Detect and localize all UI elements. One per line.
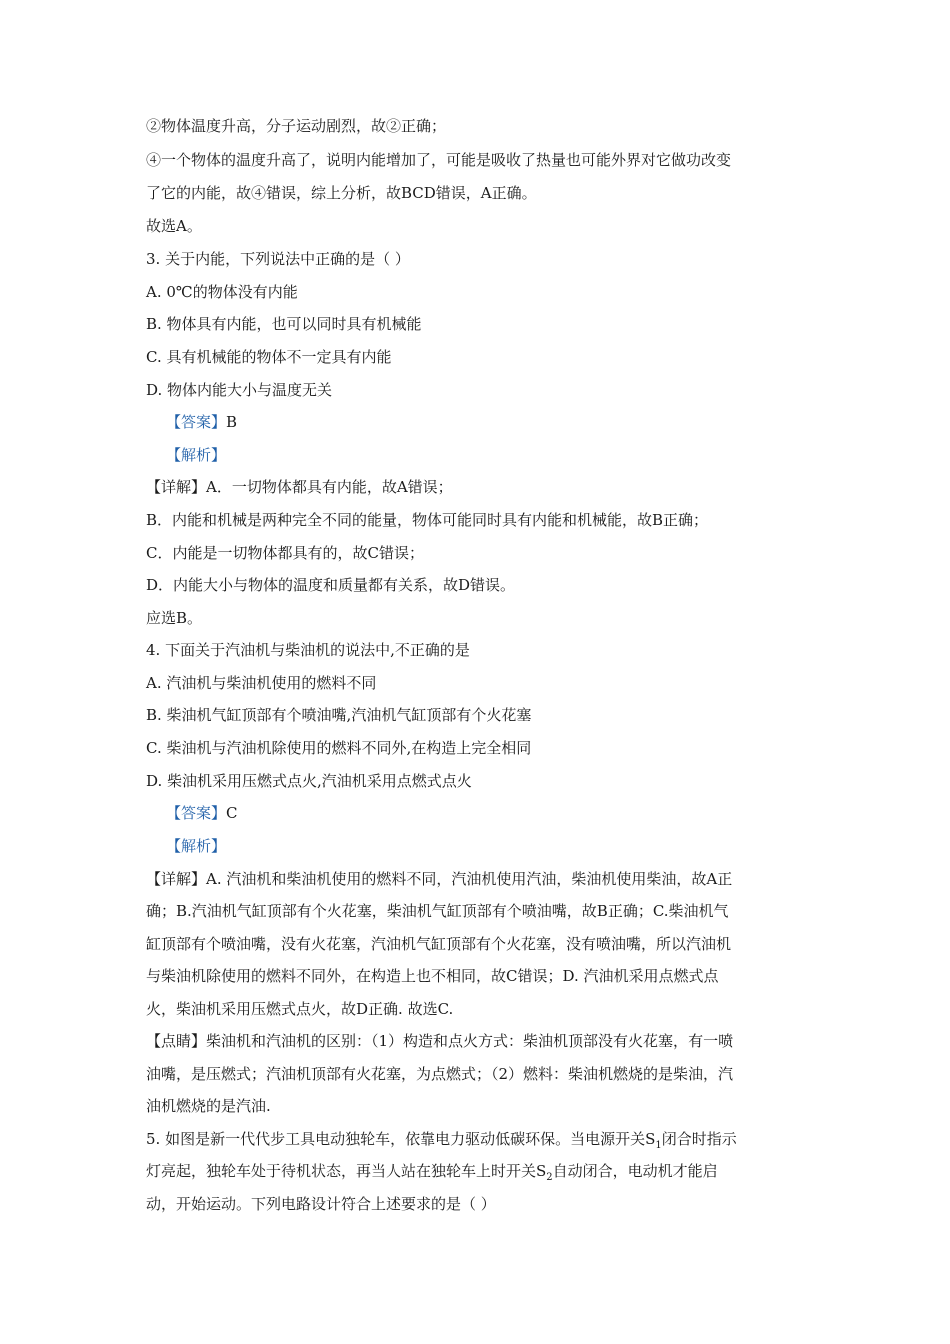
detail-text: A．一切物体都具有内能，故A错误； xyxy=(206,478,453,496)
text-line xyxy=(146,1161,816,1181)
option-a: A. 汽油机与柴油机使用的燃料不同 xyxy=(146,674,377,692)
answer-tag: 【答案】 xyxy=(166,413,227,431)
detail-line xyxy=(146,869,816,889)
text-line: C．内能是一切物体都具有的，故C错误； xyxy=(146,544,424,562)
text-line: 油嘴，是压燃式；汽油机顶部有火花塞，为点燃式；（2）燃料：柴油机燃烧的是柴油，汽 xyxy=(146,1065,734,1083)
answer-value: B xyxy=(226,413,238,431)
text-line: ②物体温度升高，分子运动剧烈，故②正确； xyxy=(146,117,447,135)
q5-text: 自动闭合，电动机才能启 xyxy=(552,1162,718,1180)
comment-text: 柴油机和汽油机的区别：（1）构造和点火方式：柴油机顶部没有火花塞，有一喷 xyxy=(206,1032,734,1050)
text-line: 应选B。 xyxy=(146,609,203,627)
comment-line xyxy=(146,1031,816,1051)
analysis-line xyxy=(166,836,836,856)
text-line: 与柴油机除使用的燃料不同外，在构造上也不相同，故C错误；D. 汽油机采用点燃式点 xyxy=(146,967,719,985)
answer-line xyxy=(166,412,836,432)
analysis-line xyxy=(166,445,836,465)
subscript: 2 xyxy=(546,1172,553,1183)
question-4-stem: 4. 下面关于汽油机与柴油机的说法中,不正确的是 xyxy=(146,641,470,659)
text-line: 动，开始运动。下列电路设计符合上述要求的是（ ） xyxy=(146,1195,496,1213)
text-line: 确；B.汽油机气缸顶部有个火花塞，柴油机气缸顶部有个喷油嘴，故B正确；C.柴油机气 xyxy=(146,902,729,920)
analysis-tag: 【解析】 xyxy=(166,837,227,855)
q5-text: 闭合时指示 xyxy=(661,1130,737,1148)
comment-tag: 【点睛】 xyxy=(146,1032,207,1050)
answer-line xyxy=(166,803,836,823)
text-line: 缸顶部有个喷油嘴，没有火花塞，汽油机气缸顶部有个火花塞，没有喷油嘴，所以汽油机 xyxy=(146,935,732,953)
q5-text: 5. 如图是新一代代步工具电动独轮车，依靠电力驱动低碳环保。当电源开关S xyxy=(146,1130,656,1148)
option-d: D. 柴油机采用压燃式点火,汽油机采用点燃式点火 xyxy=(146,772,472,790)
q5-text: 灯亮起，独轮车处于待机状态，再当人站在独轮车上时开关S xyxy=(146,1162,547,1180)
detail-tag: 【详解】 xyxy=(146,870,207,888)
text-line: D．内能大小与物体的温度和质量都有关系，故D错误。 xyxy=(146,576,516,594)
answer-value: C xyxy=(226,804,238,822)
option-b: B. 柴油机气缸顶部有个喷油嘴,汽油机气缸顶部有个火花塞 xyxy=(146,706,532,724)
text-line: 火，柴油机采用压燃式点火，故D正确. 故选C. xyxy=(146,1000,454,1018)
option-d: D. 物体内能大小与温度无关 xyxy=(146,381,333,399)
detail-text: A. 汽油机和柴油机使用的燃料不同，汽油机使用汽油，柴油机使用柴油，故A正 xyxy=(206,870,733,888)
text-line: B．内能和机械是两种完全不同的能量，物体可能同时具有内能和机械能，故B正确； xyxy=(146,511,709,529)
option-c: C. 具有机械能的物体不一定具有内能 xyxy=(146,348,392,366)
question-3-stem: 3. 关于内能，下列说法中正确的是（ ） xyxy=(146,250,410,268)
answer-tag: 【答案】 xyxy=(166,804,227,822)
analysis-tag: 【解析】 xyxy=(166,446,227,464)
question-5-stem xyxy=(146,1129,816,1149)
option-b: B. 物体具有内能，也可以同时具有机械能 xyxy=(146,315,422,333)
detail-tag: 【详解】 xyxy=(146,478,207,496)
option-a: A. 0℃的物体没有内能 xyxy=(146,283,298,301)
text-line: 了它的内能，故④错误，综上分析，故BCD错误，A正确。 xyxy=(146,184,537,202)
detail-line xyxy=(146,477,816,497)
subscript: 1 xyxy=(655,1140,662,1151)
option-c: C. 柴油机与汽油机除使用的燃料不同外,在构造上完全相同 xyxy=(146,739,532,757)
text-line: 油机燃烧的是汽油. xyxy=(146,1097,271,1115)
text-line: 故选A。 xyxy=(146,217,202,235)
text-line: ④一个物体的温度升高了，说明内能增加了，可能是吸收了热量也可能外界对它做功改变 xyxy=(146,151,732,169)
